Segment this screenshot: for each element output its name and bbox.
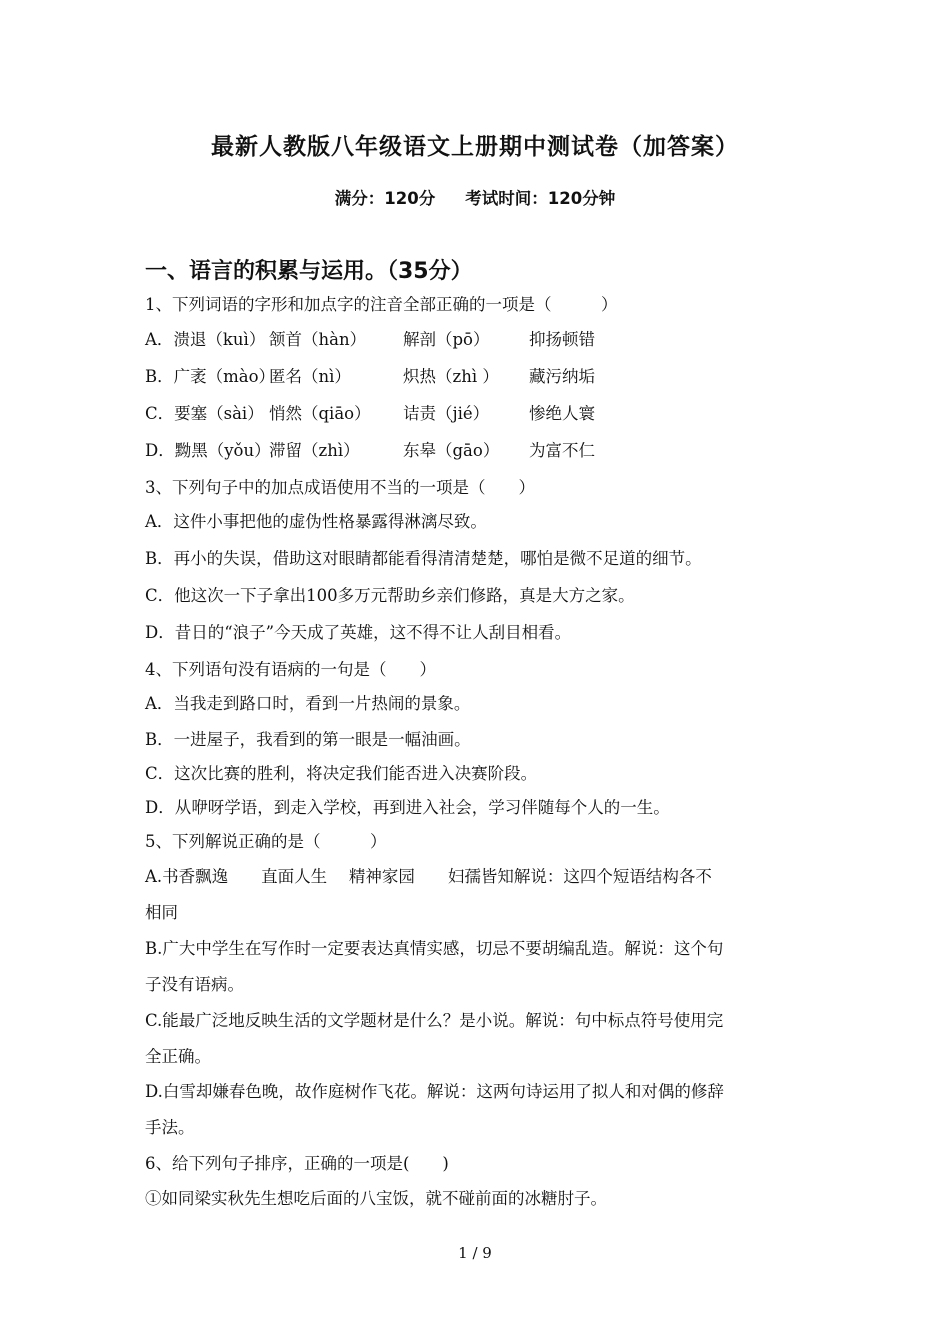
- page-title: 最新人教版八年级语文上册期中测试卷（加答案）: [211, 134, 739, 160]
- section-heading: 一、语言的积累与运用。（35分）: [145, 259, 473, 284]
- option-word: A．溃退（kuì）: [145, 330, 266, 349]
- q3-option-b: B．再小的失误，借助这对眼睛都能看得清清楚楚，哪怕是微不足道的细节。: [145, 549, 702, 568]
- question-1-stem: 1、下列词语的字形和加点字的注音全部正确的一项是（ ）: [145, 295, 618, 314]
- option-word: 滞留（zhì）: [269, 441, 360, 460]
- option-word: 诘责（jié）: [403, 404, 490, 423]
- option-word: 炽热（zhì ）: [403, 367, 499, 386]
- exam-time: 考试时间：120分钟: [465, 189, 616, 208]
- q3-option-a: A．这件小事把他的虚伪性格暴露得淋漓尽致。: [145, 512, 487, 531]
- q4-option-c: C．这次比赛的胜利，将决定我们能否进入决赛阶段。: [145, 764, 538, 783]
- option-word: 抑扬顿错: [529, 330, 595, 349]
- option-word: 悄然（qiāo）: [269, 404, 371, 423]
- q4-option-d: D．从咿呀学语，到走入学校，再到进入社会，学习伴随每个人的一生。: [145, 798, 670, 817]
- option-word: 匿名（nì）: [269, 367, 351, 386]
- q1-option-b: [145, 366, 595, 388]
- q1-option-d: [145, 440, 595, 462]
- q5-option-b-line1: B.广大中学生在写作时一定要表达真情实感，切忌不要胡编乱造。解说：这个句: [145, 939, 724, 958]
- option-word: C．要塞（sài）: [145, 404, 264, 423]
- q4-option-a: A．当我走到路口时，看到一片热闹的景象。: [145, 694, 471, 713]
- page-number: 1 / 9: [458, 1244, 492, 1262]
- option-word: D．黝黑（yǒu）: [145, 441, 271, 460]
- q5-option-a-line2: 相同: [145, 903, 178, 922]
- exam-info: [0, 185, 950, 209]
- q5-option-b-line2: 子没有语病。: [145, 975, 244, 994]
- q5-option-a-line1: A.书香飘逸 直面人生 精神家园 妇孺皆知解说：这四个短语结构各不: [145, 867, 712, 886]
- option-word: 颔首（hàn）: [269, 330, 367, 349]
- q1-option-a: [145, 329, 595, 351]
- q5-option-c-line1: C.能最广泛地反映生活的文学题材是什么？是小说。解说：句中标点符号使用完: [145, 1011, 724, 1030]
- q1-option-c: [145, 403, 595, 425]
- q4-option-b: B．一进屋子，我看到的第一眼是一幅油画。: [145, 730, 471, 749]
- full-score: 满分：120分: [334, 189, 436, 208]
- q3-option-d: D．昔日的“浪子”今天成了英雄，这不得不让人刮目相看。: [145, 623, 572, 642]
- option-word: 为富不仁: [529, 441, 595, 460]
- q3-option-c: C．他这次一下子拿出100多万元帮助乡亲们修路，真是大方之家。: [145, 586, 635, 605]
- option-word: 东皋（gāo）: [403, 441, 500, 460]
- question-3-stem: 3、下列句子中的加点成语使用不当的一项是（ ）: [145, 478, 535, 497]
- option-word: B．广袤（mào）: [145, 367, 276, 386]
- q5-option-d-line1: D.白雪却嫌春色晚，故作庭树作飞花。解说：这两句诗运用了拟人和对偶的修辞: [145, 1082, 724, 1101]
- q5-option-d-line2: 手法。: [145, 1118, 195, 1137]
- option-word: 惨绝人寰: [529, 404, 595, 423]
- question-4-stem: 4、下列语句没有语病的一句是（ ）: [145, 660, 436, 679]
- question-5-stem: 5、下列解说正确的是（ ）: [145, 832, 387, 851]
- option-word: 藏污纳垢: [529, 367, 595, 386]
- question-6-stem: 6、给下列句子排序，正确的一项是( ): [145, 1154, 449, 1173]
- q6-item-1: ①如同梁实秋先生想吃后面的八宝饭，就不碰前面的冰糖肘子。: [145, 1189, 607, 1208]
- option-word: 解剖（pō）: [403, 330, 490, 349]
- q5-option-c-line2: 全正确。: [145, 1047, 211, 1066]
